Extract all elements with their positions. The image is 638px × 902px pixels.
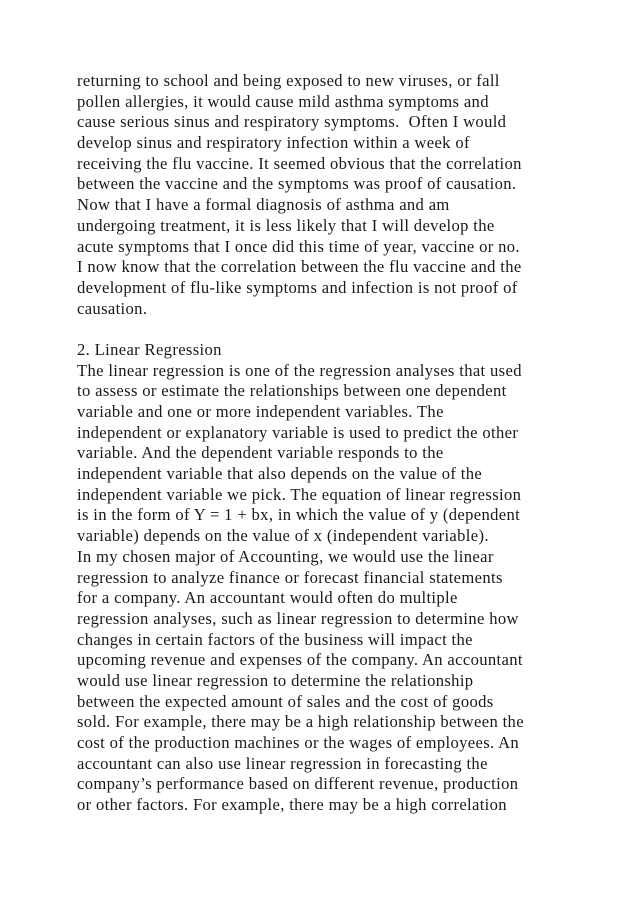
paragraph-line: cost of the production machines or the wages of employees. An	[77, 733, 520, 752]
paragraph-line: acute symptoms that I once did this time of year, vaccine or no.	[77, 236, 520, 256]
paragraph-line: for a company. An accountant would often do multiple	[77, 588, 458, 608]
section-heading: 2. Linear Regression	[77, 339, 222, 359]
paragraph-line: The linear regression is one of the regression analyses that used	[77, 360, 522, 380]
paragraph-line: sold. For example, there may be a high relationship between the	[77, 712, 524, 732]
paragraph-line: changes in certain factors of the business will impact the	[77, 629, 473, 649]
paragraph-line: I now know that the correlation between the flu vaccine and the	[77, 257, 522, 277]
paragraph-line: independent or explanatory variable is used to predict the other	[77, 422, 519, 442]
paragraph-line: Now that I have a formal diagnosis of asthma and am	[77, 195, 450, 215]
paragraph-line: between the expected amount of sales and the cost of goods	[77, 691, 494, 711]
paragraph-line: cause serious sinus and respiratory symptoms. Often I would	[77, 112, 507, 132]
paragraph-line: to assess or estimate the relationships between one dependent	[77, 381, 507, 401]
paragraph-line: pollen allergies, it would cause mild asthma symptoms and	[77, 91, 489, 111]
paragraph-line: undergoing treatment, it is less likely that I will develop the	[77, 215, 495, 235]
paragraph-line: causation.	[77, 298, 148, 318]
paragraph-line: variable. And the dependent variable responds to the	[77, 443, 444, 463]
paragraph-line: company’s performance based on different revenue, production	[77, 774, 519, 794]
paragraph-line: independent variable we pick. The equation of linear regression	[77, 484, 522, 504]
paragraph-line: development of flu-like symptoms and infection is not proof of	[77, 277, 518, 297]
paragraph-line: between the vaccine and the symptoms was proof of causation.	[77, 174, 517, 194]
paragraph-line: independent variable that also depends on the value of the	[77, 464, 483, 484]
paragraph-spacer	[77, 319, 577, 340]
paragraph-line: receiving the flu vaccine. It seemed obvious that the correlation	[77, 153, 522, 173]
paragraph-line: accountant can also use linear regression in forecasting the	[77, 753, 488, 773]
paragraph-line: or other factors. For example, there may be a high correlation	[77, 795, 507, 815]
paragraph-line: regression analyses, such as linear regression to determine how	[77, 608, 519, 628]
paragraph-line: regression to analyze finance or forecast financial statements	[77, 567, 503, 587]
paragraph-line: would use linear regression to determine the relationship	[77, 670, 474, 690]
paragraph-line: variable and one or more independent variables. The	[77, 402, 444, 421]
document-body	[77, 71, 577, 816]
paragraph-line: variable) depends on the value of x (independent variable).	[77, 526, 489, 546]
paragraph-line: develop sinus and respiratory infection within a week of	[77, 133, 470, 153]
paragraph-line: upcoming revenue and expenses of the company. An accountant	[77, 650, 523, 670]
paragraph-line: is in the form of Y = 1 + bx, in which the value of y (dependent	[77, 505, 521, 525]
paragraph-line: In my chosen major of Accounting, we would use the linear	[77, 546, 494, 566]
paragraph-line: returning to school and being exposed to new viruses, or fall	[77, 71, 500, 90]
